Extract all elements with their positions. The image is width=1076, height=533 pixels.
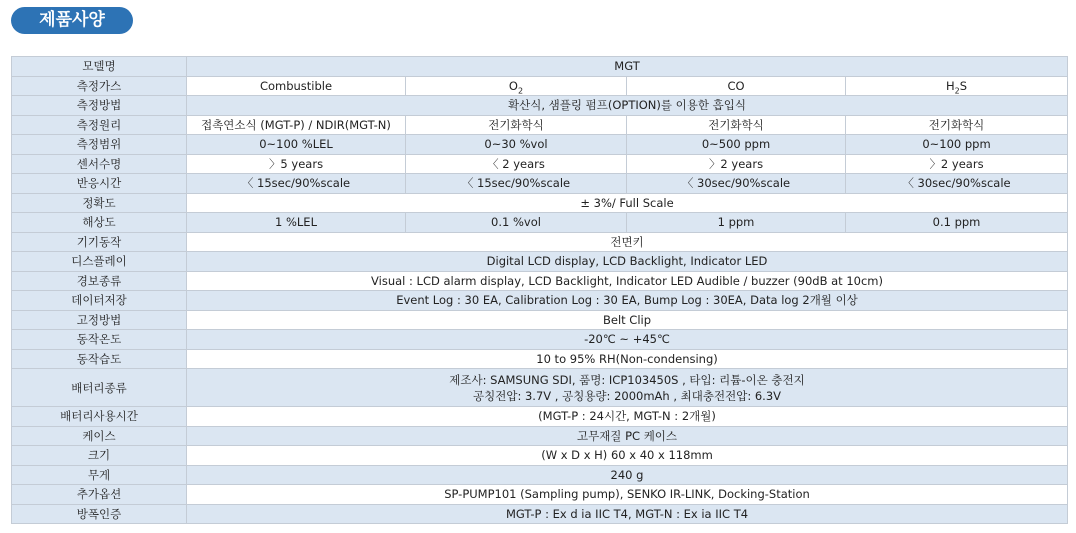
- spec-value-cell: 〈 30sec/90%scale: [846, 174, 1068, 194]
- spec-row: [12, 369, 1068, 407]
- spec-row: [12, 291, 1068, 311]
- spec-label: 기기동작: [12, 232, 187, 252]
- spec-value-cell: 〈 15sec/90%scale: [187, 174, 406, 194]
- spec-value-cell: (MGT-P : 24시간, MGT-N : 2개월): [187, 407, 1068, 427]
- spec-row: [12, 135, 1068, 155]
- spec-value-cell: 0~500 ppm: [627, 135, 846, 155]
- spec-row: [12, 349, 1068, 369]
- spec-label: 모델명: [12, 57, 187, 77]
- spec-label: 데이터저장: [12, 291, 187, 311]
- spec-row: [12, 96, 1068, 116]
- spec-label: 고정방법: [12, 310, 187, 330]
- spec-row: [12, 271, 1068, 291]
- spec-row: [12, 193, 1068, 213]
- spec-row: [12, 330, 1068, 350]
- spec-row: [12, 446, 1068, 466]
- spec-label: 측정가스: [12, 76, 187, 96]
- spec-value-cell: 접촉연소식 (MGT-P) / NDIR(MGT-N): [187, 115, 406, 135]
- spec-value-cell: 240 g: [187, 465, 1068, 485]
- spec-value-cell: CO: [627, 76, 846, 96]
- spec-value-cell: 1 %LEL: [187, 213, 406, 233]
- spec-row: [12, 115, 1068, 135]
- spec-value-cell: 10 to 95% RH(Non-condensing): [187, 349, 1068, 369]
- spec-value-cell: [406, 76, 627, 96]
- spec-value-cell: 〈 2 years: [406, 154, 627, 174]
- spec-label: 크기: [12, 446, 187, 466]
- spec-value-cell: 0.1 %vol: [406, 213, 627, 233]
- spec-value-cell: 〈 15sec/90%scale: [406, 174, 627, 194]
- spec-label: 방폭인증: [12, 504, 187, 524]
- spec-value-cell: MGT: [187, 57, 1068, 77]
- spec-value-line: 공칭전압: 3.7V , 공칭용량: 2000mAh , 최대충전전압: 6.3V: [473, 388, 781, 403]
- spec-label: 무게: [12, 465, 187, 485]
- spec-row: [12, 310, 1068, 330]
- spec-row: [12, 57, 1068, 77]
- spec-row: [12, 174, 1068, 194]
- spec-value-cell: 0~100 ppm: [846, 135, 1068, 155]
- spec-value-cell: [187, 369, 1068, 407]
- spec-label: 측정범위: [12, 135, 187, 155]
- spec-value-cell: 고무재질 PC 케이스: [187, 426, 1068, 446]
- spec-row: [12, 76, 1068, 96]
- spec-row: [12, 232, 1068, 252]
- gas-symbol: O: [508, 78, 518, 93]
- spec-value-cell: 1 ppm: [627, 213, 846, 233]
- gas-subscript: 2: [517, 86, 524, 96]
- spec-value-cell: 확산식, 샘플링 펌프(OPTION)를 이용한 흡입식: [187, 96, 1068, 116]
- spec-value-cell: Combustible: [187, 76, 406, 96]
- spec-value-cell: 전면키: [187, 232, 1068, 252]
- spec-label: 디스플레이: [12, 252, 187, 272]
- spec-value-cell: SP-PUMP101 (Sampling pump), SENKO IR-LINK, Docking-Station: [187, 485, 1068, 505]
- spec-value-cell: Belt Clip: [187, 310, 1068, 330]
- spec-table: [11, 56, 1068, 524]
- spec-label: 경보종류: [12, 271, 187, 291]
- gas-symbol: H: [945, 78, 955, 93]
- spec-value-cell: Visual : LCD alarm display, LCD Backlight, Indicator LED Audible / buzzer (90dB at 10cm): [187, 271, 1068, 291]
- spec-label: 배터리종류: [12, 369, 187, 407]
- spec-value-cell: ± 3%/ Full Scale: [187, 193, 1068, 213]
- section-title: 제품사양: [11, 7, 133, 34]
- spec-label: 측정방법: [12, 96, 187, 116]
- spec-value-cell: 전기화학식: [846, 115, 1068, 135]
- spec-value-cell: 〉2 years: [627, 154, 846, 174]
- spec-row: [12, 154, 1068, 174]
- spec-label: 반응시간: [12, 174, 187, 194]
- spec-value-cell: Digital LCD display, LCD Backlight, Indicator LED: [187, 252, 1068, 272]
- spec-row: [12, 465, 1068, 485]
- spec-value-cell: 〈 30sec/90%scale: [627, 174, 846, 194]
- spec-label: 동작습도: [12, 349, 187, 369]
- spec-row: [12, 504, 1068, 524]
- spec-value-cell: 〉2 years: [846, 154, 1068, 174]
- spec-value-cell: 전기화학식: [406, 115, 627, 135]
- spec-label: 동작온도: [12, 330, 187, 350]
- spec-value-cell: MGT-P : Ex d ia IIC T4, MGT-N : Ex ia IIC T4: [187, 504, 1068, 524]
- spec-value-cell: 0~100 %LEL: [187, 135, 406, 155]
- spec-value-line: 제조사: SAMSUNG SDI, 품명: ICP103450S , 타입: 리튬-이온 충전지: [449, 372, 805, 387]
- spec-value-cell: Event Log : 30 EA, Calibration Log : 30 EA, Bump Log : 30EA, Data log 2개월 이상: [187, 291, 1068, 311]
- gas-subscript: 2: [954, 86, 960, 96]
- spec-value-cell: [846, 76, 1068, 96]
- spec-label: 추가옵션: [12, 485, 187, 505]
- spec-row: [12, 485, 1068, 505]
- spec-row: [12, 213, 1068, 233]
- spec-row: [12, 407, 1068, 427]
- spec-value-cell: 0.1 ppm: [846, 213, 1068, 233]
- spec-label: 배터리사용시간: [12, 407, 187, 427]
- spec-label: 정확도: [12, 193, 187, 213]
- spec-row: [12, 426, 1068, 446]
- spec-value-cell: 전기화학식: [627, 115, 846, 135]
- spec-value-cell: (W x D x H) 60 x 40 x 118mm: [187, 446, 1068, 466]
- spec-value-cell: -20℃ ~ +45℃: [187, 330, 1068, 350]
- spec-value-cell: 〉5 years: [187, 154, 406, 174]
- gas-symbol-tail: S: [959, 78, 968, 93]
- spec-value-cell: 0~30 %vol: [406, 135, 627, 155]
- spec-row: [12, 252, 1068, 272]
- spec-label: 센서수명: [12, 154, 187, 174]
- spec-label: 측정원리: [12, 115, 187, 135]
- spec-label: 케이스: [12, 426, 187, 446]
- spec-label: 해상도: [12, 213, 187, 233]
